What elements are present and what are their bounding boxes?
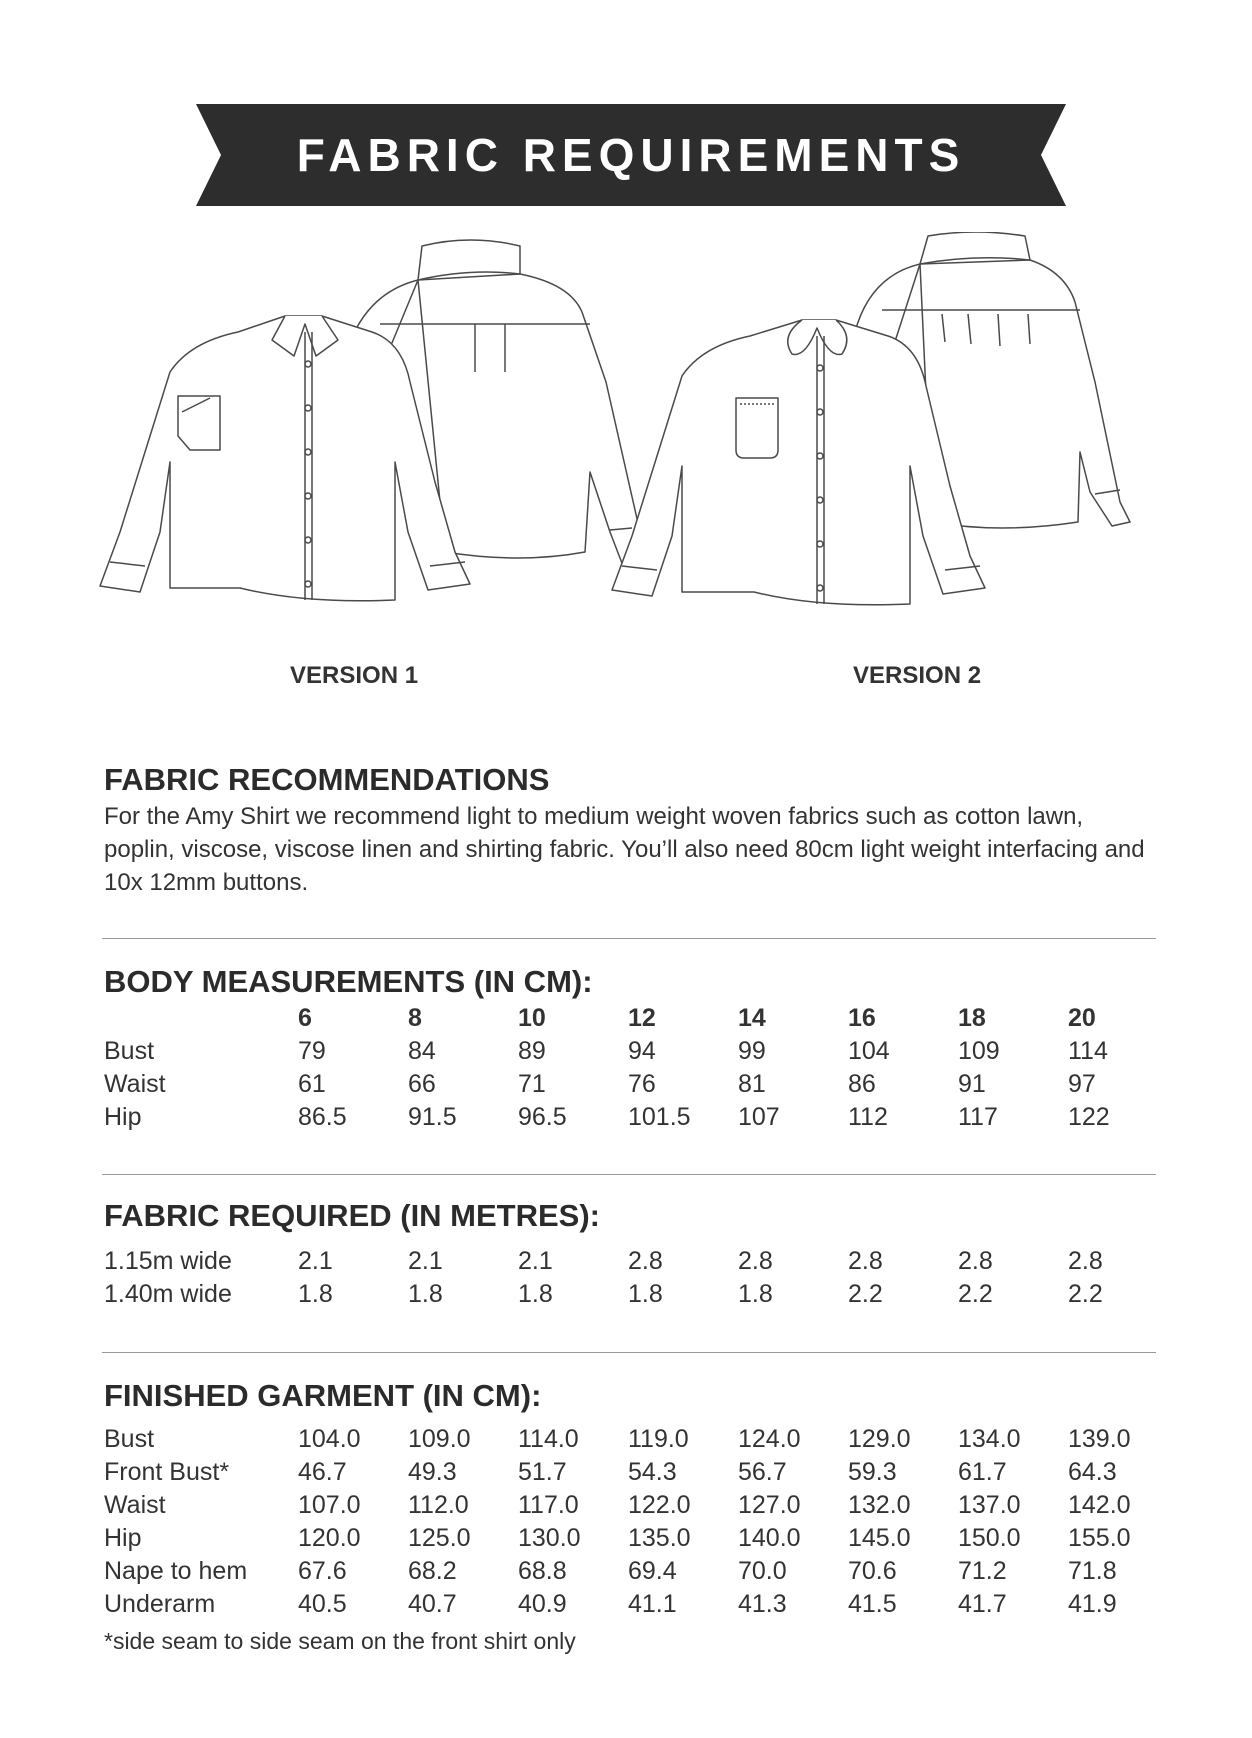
table-cell: 71.2 bbox=[958, 1557, 1007, 1585]
footnote: *side seam to side seam on the front shirt only bbox=[104, 1628, 576, 1654]
size-header: 8 bbox=[408, 1004, 422, 1032]
version-1-label: VERSION 1 bbox=[290, 662, 419, 689]
size-header: 16 bbox=[848, 1004, 876, 1032]
table-cell: 51.7 bbox=[518, 1458, 567, 1486]
row-label: Hip bbox=[104, 1103, 142, 1131]
row-label: Underarm bbox=[104, 1590, 216, 1618]
table-cell: 86 bbox=[848, 1070, 876, 1098]
table-cell: 2.1 bbox=[518, 1247, 553, 1275]
table-cell: 135.0 bbox=[628, 1524, 691, 1552]
table-row bbox=[104, 1456, 1178, 1489]
table-cell: 127.0 bbox=[738, 1491, 801, 1519]
table-cell: 145.0 bbox=[848, 1524, 911, 1552]
table-cell: 49.3 bbox=[408, 1458, 457, 1486]
row-label: Bust bbox=[104, 1425, 155, 1453]
table-cell: 91.5 bbox=[408, 1103, 457, 1131]
table-cell: 155.0 bbox=[1068, 1524, 1131, 1552]
table-cell: 112 bbox=[848, 1103, 888, 1131]
table-cell: 2.8 bbox=[1068, 1247, 1103, 1275]
table-cell: 2.1 bbox=[298, 1247, 333, 1275]
table-cell: 134.0 bbox=[958, 1425, 1021, 1453]
section-divider bbox=[102, 1352, 1156, 1353]
row-label: Nape to hem bbox=[104, 1557, 248, 1585]
table-cell: 97 bbox=[1068, 1070, 1096, 1098]
table-row bbox=[104, 1489, 1178, 1522]
table-cell: 107.0 bbox=[298, 1491, 361, 1519]
table-cell: 122 bbox=[1068, 1103, 1110, 1131]
table-cell: 101.5 bbox=[628, 1103, 691, 1131]
size-header: 20 bbox=[1068, 1004, 1096, 1032]
size-header: 14 bbox=[738, 1004, 766, 1032]
recommendation-line: 10x 12mm buttons. bbox=[104, 869, 309, 896]
table-cell: 132.0 bbox=[848, 1491, 911, 1519]
table-row bbox=[104, 1522, 1178, 1555]
table-row bbox=[104, 1101, 1178, 1134]
table-cell: 41.1 bbox=[628, 1590, 677, 1618]
fabric-recommendations-text bbox=[104, 800, 1164, 899]
table-cell: 96.5 bbox=[518, 1103, 567, 1131]
table-cell: 140.0 bbox=[738, 1524, 801, 1552]
table-cell: 68.8 bbox=[518, 1557, 567, 1585]
table-cell: 69.4 bbox=[628, 1557, 677, 1585]
table-cell: 54.3 bbox=[628, 1458, 677, 1486]
size-header: 12 bbox=[628, 1004, 656, 1032]
table-cell: 2.2 bbox=[848, 1280, 883, 1308]
page-title: FABRIC REQUIREMENTS bbox=[296, 129, 966, 181]
table-cell: 150.0 bbox=[958, 1524, 1021, 1552]
table-cell: 114.0 bbox=[518, 1425, 579, 1453]
version-2-label: VERSION 2 bbox=[853, 662, 982, 689]
row-label: Waist bbox=[104, 1491, 166, 1519]
table-row bbox=[104, 1555, 1178, 1588]
table-cell: 46.7 bbox=[298, 1458, 347, 1486]
body-measurements-title: BODY MEASUREMENTS (IN CM): bbox=[104, 964, 593, 999]
table-cell: 41.9 bbox=[1068, 1590, 1117, 1618]
table-cell: 2.1 bbox=[408, 1247, 443, 1275]
table-cell: 86.5 bbox=[298, 1103, 347, 1131]
table-cell: 70.0 bbox=[738, 1557, 787, 1585]
recommendation-line: For the Amy Shirt we recommend light to medium weight woven fabrics such as cotton lawn, bbox=[104, 803, 1084, 830]
table-cell: 109.0 bbox=[408, 1425, 471, 1453]
version-1-front-view-illustration bbox=[100, 316, 470, 601]
table-cell: 1.8 bbox=[518, 1280, 553, 1308]
row-label: 1.40m wide bbox=[104, 1280, 232, 1308]
table-cell: 67.6 bbox=[298, 1557, 347, 1585]
table-cell: 2.8 bbox=[958, 1247, 993, 1275]
table-cell: 76 bbox=[628, 1070, 656, 1098]
finished-garment-table bbox=[104, 1423, 1178, 1621]
table-cell: 104.0 bbox=[298, 1425, 361, 1453]
table-cell: 71.8 bbox=[1068, 1557, 1117, 1585]
table-cell: 61.7 bbox=[958, 1458, 1007, 1486]
table-row bbox=[104, 1068, 1178, 1101]
table-cell: 124.0 bbox=[738, 1425, 801, 1453]
table-cell: 1.8 bbox=[408, 1280, 443, 1308]
table-cell: 1.8 bbox=[738, 1280, 773, 1308]
row-label: 1.15m wide bbox=[104, 1247, 232, 1275]
table-cell: 2.8 bbox=[738, 1247, 773, 1275]
table-row bbox=[104, 1423, 1178, 1456]
table-cell: 1.8 bbox=[298, 1280, 333, 1308]
table-cell: 104 bbox=[848, 1037, 890, 1065]
table-cell: 107 bbox=[738, 1103, 780, 1131]
table-cell: 120.0 bbox=[298, 1524, 361, 1552]
size-header: 10 bbox=[518, 1004, 546, 1032]
table-cell: 125.0 bbox=[408, 1524, 471, 1552]
recommendation-line: poplin, viscose, viscose linen and shirting fabric. You’ll also need 80cm light weight interfacing and bbox=[104, 836, 1145, 863]
table-cell: 40.5 bbox=[298, 1590, 347, 1618]
table-cell: 59.3 bbox=[848, 1458, 897, 1486]
header-spacer bbox=[104, 1002, 298, 1035]
table-cell: 2.2 bbox=[958, 1280, 993, 1308]
row-label: Bust bbox=[104, 1037, 155, 1065]
table-cell: 81 bbox=[738, 1070, 766, 1098]
table-cell: 129.0 bbox=[848, 1425, 911, 1453]
title-banner bbox=[196, 104, 1066, 206]
table-cell: 84 bbox=[408, 1037, 436, 1065]
table-cell: 91 bbox=[958, 1070, 986, 1098]
row-label: Front Bust* bbox=[104, 1458, 230, 1486]
size-header: 6 bbox=[298, 1004, 312, 1032]
table-cell: 122.0 bbox=[628, 1491, 691, 1519]
table-cell: 1.8 bbox=[628, 1280, 663, 1308]
table-cell: 56.7 bbox=[738, 1458, 787, 1486]
fabric-recommendations-title: FABRIC RECOMMENDATIONS bbox=[104, 762, 550, 797]
table-cell: 2.8 bbox=[628, 1247, 663, 1275]
table-cell: 40.7 bbox=[408, 1590, 457, 1618]
table-cell: 117 bbox=[958, 1103, 998, 1131]
table-cell: 71 bbox=[518, 1070, 546, 1098]
table-cell: 40.9 bbox=[518, 1590, 567, 1618]
body-measurements-table bbox=[104, 1002, 1178, 1134]
table-cell: 137.0 bbox=[958, 1491, 1021, 1519]
section-divider bbox=[102, 1174, 1156, 1175]
section-divider bbox=[102, 938, 1156, 939]
table-cell: 130.0 bbox=[518, 1524, 581, 1552]
table-cell: 61 bbox=[298, 1070, 326, 1098]
table-cell: 79 bbox=[298, 1037, 326, 1065]
table-cell: 139.0 bbox=[1068, 1425, 1131, 1453]
table-row bbox=[104, 1278, 1178, 1311]
row-label: Hip bbox=[104, 1524, 142, 1552]
table-cell: 112.0 bbox=[408, 1491, 469, 1519]
shirt-illustrations bbox=[50, 232, 1210, 662]
table-cell: 2.2 bbox=[1068, 1280, 1103, 1308]
table-cell: 41.3 bbox=[738, 1590, 787, 1618]
table-cell: 99 bbox=[738, 1037, 766, 1065]
table-cell: 41.5 bbox=[848, 1590, 897, 1618]
size-header-row bbox=[104, 1002, 1178, 1035]
table-cell: 41.7 bbox=[958, 1590, 1007, 1618]
table-cell: 89 bbox=[518, 1037, 546, 1065]
table-row bbox=[104, 1588, 1178, 1621]
table-cell: 119.0 bbox=[628, 1425, 689, 1453]
table-cell: 64.3 bbox=[1068, 1458, 1117, 1486]
table-row bbox=[104, 1245, 1178, 1278]
table-cell: 109 bbox=[958, 1037, 1000, 1065]
row-label: Waist bbox=[104, 1070, 166, 1098]
table-cell: 66 bbox=[408, 1070, 436, 1098]
table-cell: 2.8 bbox=[848, 1247, 883, 1275]
fabric-required-table bbox=[104, 1245, 1178, 1311]
table-cell: 114 bbox=[1068, 1037, 1108, 1065]
table-cell: 94 bbox=[628, 1037, 656, 1065]
table-cell: 68.2 bbox=[408, 1557, 457, 1585]
table-cell: 117.0 bbox=[518, 1491, 579, 1519]
fabric-required-title: FABRIC REQUIRED (IN METRES): bbox=[104, 1198, 600, 1233]
table-row bbox=[104, 1035, 1178, 1068]
finished-garment-title: FINISHED GARMENT (IN CM): bbox=[104, 1378, 542, 1413]
size-header: 18 bbox=[958, 1004, 986, 1032]
table-cell: 142.0 bbox=[1068, 1491, 1131, 1519]
table-cell: 70.6 bbox=[848, 1557, 897, 1585]
